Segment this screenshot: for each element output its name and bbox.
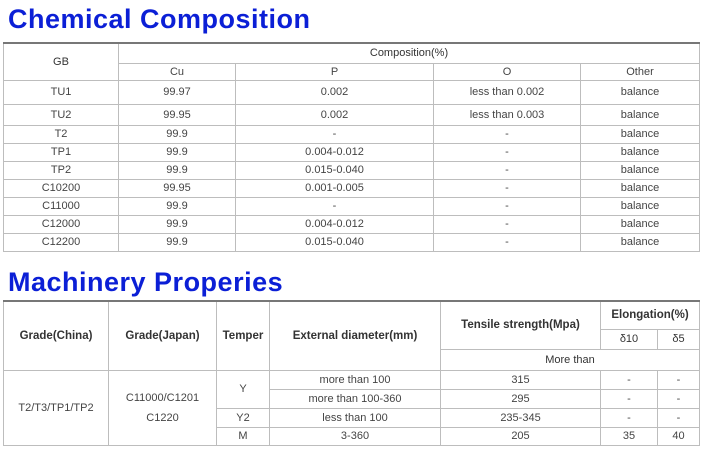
column-header-other: Other (581, 63, 700, 80)
table-cell: balance (581, 125, 700, 143)
table-cell: balance (581, 80, 700, 104)
column-header-cu: Cu (119, 63, 236, 80)
table-cell: 205 (441, 427, 601, 445)
external-diameter-header: External diameter(mm) (270, 301, 441, 370)
elongation-header: Elongation(%) (601, 301, 700, 329)
table-cell: TU1 (4, 80, 119, 104)
table-cell: 0.004-0.012 (236, 215, 434, 233)
temper-cell: M (217, 427, 270, 445)
table-cell: - (236, 197, 434, 215)
column-header-o: O (434, 63, 581, 80)
grade-japan-header: Grade(Japan) (109, 301, 217, 370)
table-cell: 0.004-0.012 (236, 143, 434, 161)
table-cell: - (658, 389, 700, 408)
table-cell: 99.9 (119, 143, 236, 161)
table-cell: - (434, 125, 581, 143)
temper-cell: Y2 (217, 408, 270, 427)
table-cell: 295 (441, 389, 601, 408)
table-row (4, 233, 700, 251)
table-cell: 35 (601, 427, 658, 445)
table-cell: balance (581, 179, 700, 197)
table-row (4, 370, 700, 389)
table-cell: 3-360 (270, 427, 441, 445)
table-cell: 0.015-0.040 (236, 233, 434, 251)
table-cell: - (434, 161, 581, 179)
table-cell: balance (581, 233, 700, 251)
table-cell: TP2 (4, 161, 119, 179)
table-cell: balance (581, 161, 700, 179)
table-cell: - (236, 125, 434, 143)
table-cell: - (658, 408, 700, 427)
table-cell: 0.015-0.040 (236, 161, 434, 179)
table-cell: 99.9 (119, 125, 236, 143)
table-cell: less than 0.003 (434, 104, 581, 125)
composition-header: Composition(%) (119, 43, 700, 63)
grade-japan-line: C11000/C1201 (125, 391, 200, 404)
table-row (4, 215, 700, 233)
table-cell: 99.97 (119, 80, 236, 104)
table-cell: 40 (658, 427, 700, 445)
chemical-composition-table (3, 42, 700, 252)
tensile-strength-header: Tensile strength(Mpa) (441, 301, 601, 349)
table-cell: - (601, 389, 658, 408)
table-cell: - (434, 233, 581, 251)
temper-header: Temper (217, 301, 270, 370)
table-cell: - (601, 370, 658, 389)
table-cell: C12200 (4, 233, 119, 251)
table-cell: - (434, 179, 581, 197)
table-cell: more than 100 (270, 370, 441, 389)
grade-japan-cell (109, 370, 217, 445)
table-cell: more than 100-360 (270, 389, 441, 408)
table-cell: - (434, 215, 581, 233)
table-cell: TU2 (4, 104, 119, 125)
table-cell: balance (581, 143, 700, 161)
table-cell: less than 0.002 (434, 80, 581, 104)
table-cell: - (434, 197, 581, 215)
table-cell: 99.95 (119, 104, 236, 125)
grade-china-header: Grade(China) (4, 301, 109, 370)
more-than-header: More than (441, 349, 700, 370)
temper-cell: Y (217, 370, 270, 408)
grade-japan-line: C1220 (146, 411, 179, 424)
table-cell: - (601, 408, 658, 427)
table-row (4, 125, 700, 143)
grade-china-cell: T2/T3/TP1/TP2 (4, 370, 109, 445)
table-cell: 0.002 (236, 80, 434, 104)
table-row (4, 179, 700, 197)
table-row (4, 80, 700, 104)
table-row (4, 104, 700, 125)
table-row (4, 161, 700, 179)
chemical-composition-heading: Chemical Composition (8, 4, 311, 34)
table-cell: 99.9 (119, 215, 236, 233)
table-row (4, 143, 700, 161)
table-cell: C11000 (4, 197, 119, 215)
table-cell: 235-345 (441, 408, 601, 427)
gb-header: GB (4, 43, 119, 80)
table-cell: C12000 (4, 215, 119, 233)
table-cell: balance (581, 197, 700, 215)
column-header-p: P (236, 63, 434, 80)
table-cell: balance (581, 104, 700, 125)
table-cell: 99.9 (119, 233, 236, 251)
machinery-properties-heading: Machinery Properies (8, 267, 284, 297)
table-cell: 0.001-0.005 (236, 179, 434, 197)
machinery-properties-table (3, 300, 700, 446)
table-cell: 99.9 (119, 197, 236, 215)
delta10-header: δ10 (601, 329, 658, 349)
table-cell: 99.95 (119, 179, 236, 197)
table-cell: less than 100 (270, 408, 441, 427)
table-cell: C10200 (4, 179, 119, 197)
table-cell: TP1 (4, 143, 119, 161)
table-row (4, 197, 700, 215)
table-cell: - (658, 370, 700, 389)
delta5-header: δ5 (658, 329, 700, 349)
table-cell: 0.002 (236, 104, 434, 125)
table-cell: T2 (4, 125, 119, 143)
table-cell: - (434, 143, 581, 161)
table-cell: 99.9 (119, 161, 236, 179)
table-cell: balance (581, 215, 700, 233)
table-cell: 315 (441, 370, 601, 389)
